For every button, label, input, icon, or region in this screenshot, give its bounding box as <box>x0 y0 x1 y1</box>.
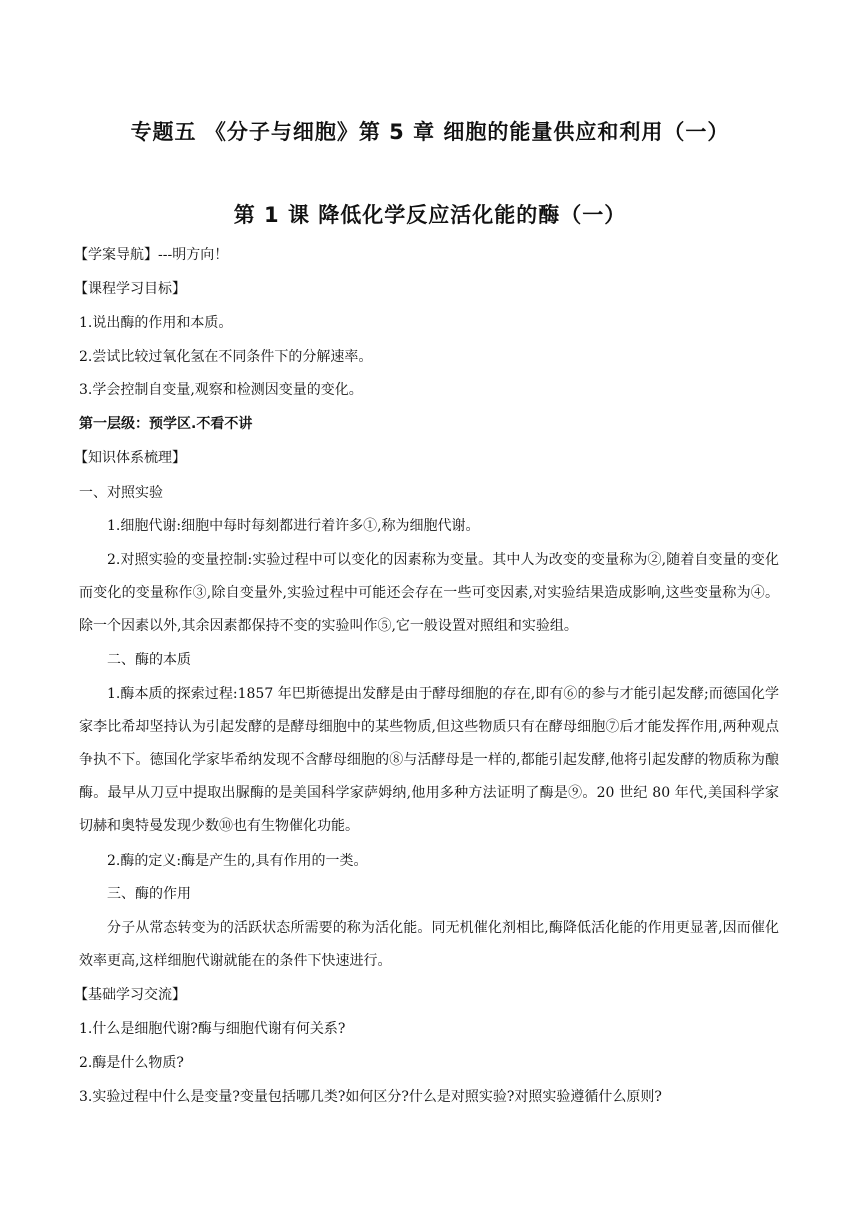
question-item: 3.实验过程中什么是变量?变量包括哪几类?如何区分?什么是对照实验?对照实验遵循什么原则? <box>79 1089 662 1105</box>
paragraph: 分子从常态转变为的活跃状态所需要的称为活化能。同无机催化剂相比,酶降低活化能的作用更显著,因而催化效率更高,这样细胞代谢就能在的条件下快速进行。 <box>79 920 779 969</box>
nav-heading: 【学案导航】---明方向！ <box>74 247 229 263</box>
paragraph: 1.酶本质的探索过程:1857 年巴斯德提出发酵是由于酵母细胞的存在,即有⑥的参与才能引起发酵;而德国化学家李比希却坚持认为引起发酵的是酵母细胞中的某些物质,但这些物质只有在酵母细胞⑦后才能发挥作用,两种观点争执不下。德国化学家毕希纳发现不含酵母细胞的⑧与活酵母是一样的,都能引起发酵,他将引起发酵的物质称为酿酶。最早从刀豆中提取出脲酶的是美国科学家萨姆纳,他用多种方法证明了酶是⑨。20 世纪 80 年代,美国科学家切赫和奥特曼发现少数⑩也有生物催化功能。 <box>79 686 779 834</box>
goal-item: 1.说出酶的作用和本质。 <box>79 315 233 331</box>
knowledge-heading: 【知识体系梳理】 <box>74 450 186 466</box>
level-heading: 第一层级：预学区.不看不讲 <box>79 416 253 432</box>
section-title: 一、对照实验 <box>79 485 163 501</box>
question-item: 2.酶是什么物质? <box>79 1055 184 1071</box>
lesson-title: 第 1 课 降低化学反应活化能的酶（一） <box>233 203 627 227</box>
section-title: 三、酶的作用 <box>107 886 191 902</box>
goal-item: 2.尝试比较过氧化氢在不同条件下的分解速率。 <box>79 349 373 365</box>
paragraph: 1.细胞代谢:细胞中每时每刻都进行着许多①,称为细胞代谢。 <box>107 518 480 534</box>
exchange-heading: 【基础学习交流】 <box>74 987 186 1003</box>
goals-heading: 【课程学习目标】 <box>74 281 186 297</box>
section-title: 二、酶的本质 <box>107 652 191 668</box>
question-item: 1.什么是细胞代谢?酶与细胞代谢有何关系? <box>79 1021 346 1037</box>
paragraph: 2.酶的定义:酶是产生的,具有作用的一类。 <box>107 853 368 869</box>
document-title: 专题五 《分子与细胞》第 5 章 细胞的能量供应和利用（一） <box>130 120 730 144</box>
goal-item: 3.学会控制自变量,观察和检测因变量的变化。 <box>79 382 363 398</box>
paragraph: 2.对照实验的变量控制:实验过程中可以变化的因素称为变量。其中人为改变的变量称为②,随着自变量的变化而变化的变量称作③,除自变量外,实验过程中可能还会存在一些可变因素,对实验结果造成影响,这些变量称为④。除一个因素以外,其余因素都保持不变的实验叫作⑤,它一般设置对照组和实验组。 <box>79 552 779 634</box>
